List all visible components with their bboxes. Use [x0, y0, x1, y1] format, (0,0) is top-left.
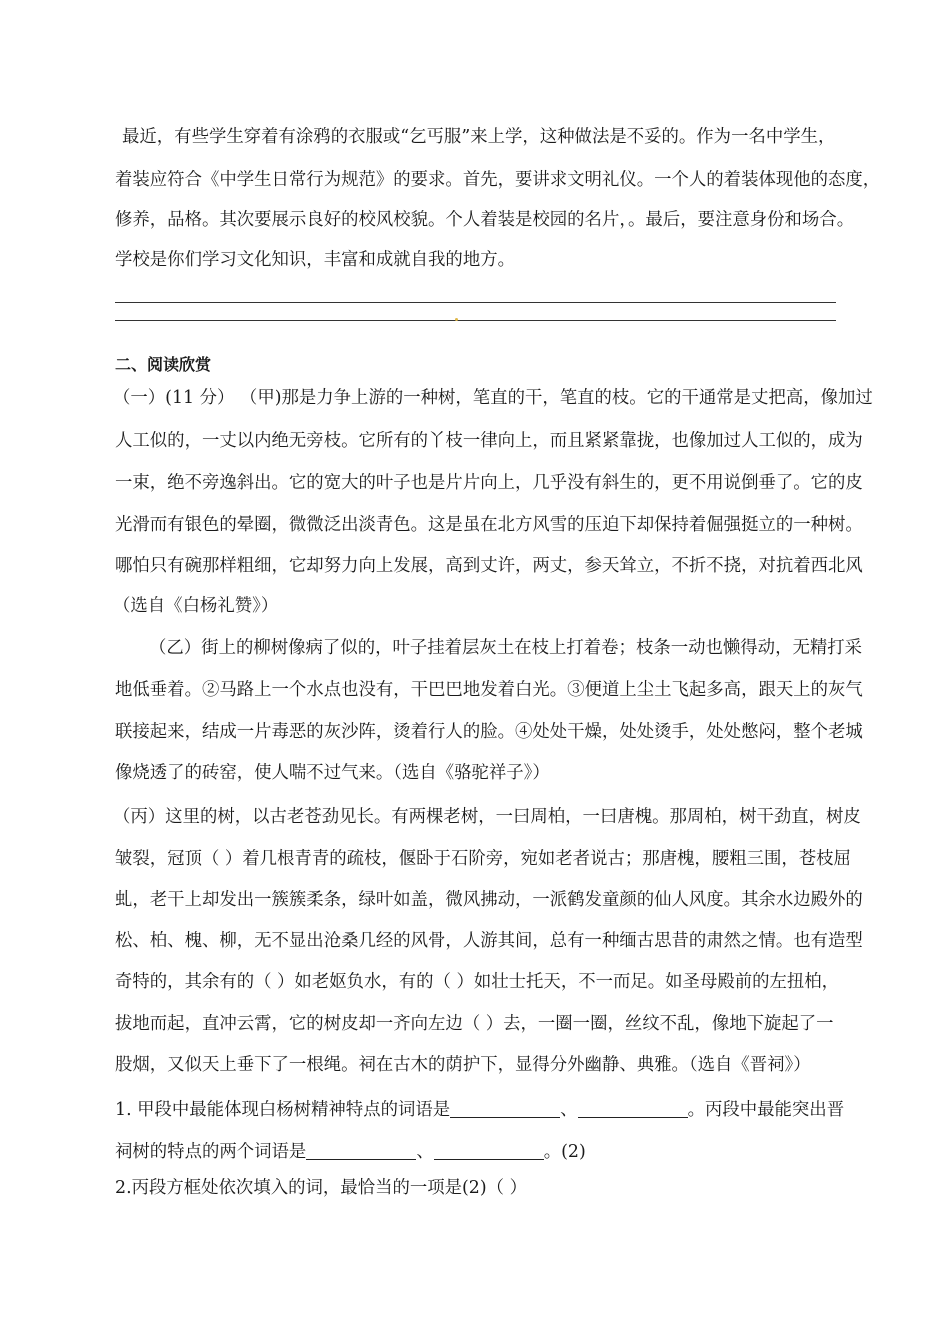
answer-blank-3[interactable] — [306, 1141, 416, 1160]
passage-bing-line-5: 奇特的，其余有的（ ）如老妪负水，有的（ ）如壮士托天，不一而足。如圣母殿前的左扭柏， — [115, 972, 840, 992]
passage-bing-line-7: 股烟，又似天上垂下了一根绳。祠在古木的荫护下，显得分外幽静、典雅。（选自《晋祠》） — [115, 1055, 811, 1075]
passage-yi-line-1: （乙）街上的柳树像病了似的，叶子挂着层灰土在枝上打着卷；枝条一动也懒得动，无精打采 — [149, 638, 863, 658]
question-1-text-c: 祠树的特点的两个词语是 — [115, 1142, 307, 1162]
passage-bing-line-6: 拔地而起，直冲云霄，它的树皮却一齐向左边（ ）去，一圈一圈，丝纹不乱，像地下旋起了一 — [115, 1014, 834, 1034]
question-1-separator: 、 — [560, 1100, 578, 1120]
passage-bing-line-3: 虬，老干上却发出一簇簇柔条，绿叶如盖，微风拂动，一派鹤发童颜的仙人风度。其余水边殿外的 — [115, 890, 863, 910]
passage-jia-line-2: 人工似的，一丈以内绝无旁枝。它所有的丫枝一律向上，而且紧紧靠拢，也像加过人工似的，成为 — [115, 431, 863, 451]
intro-line-1: 最近，有些学生穿着有涂鸦的衣服或“乞丐服”来上学，这种做法是不妥的。作为一名中学生， — [122, 127, 836, 147]
passage-bing-line-2: 皱裂，冠顶（ ）着几根青青的疏枝，偃卧于石阶旁，宛如老者说古；那唐槐，腰粗三围，苍枝屈 — [115, 849, 851, 869]
passage-bing-line-4: 松、柏、槐、柳，无不显出沧桑几经的风骨，人游其间，总有一种缅古思昔的肃然之情。也有造型 — [115, 931, 863, 951]
question-1-line-1 — [115, 1098, 844, 1122]
answer-blank-4[interactable] — [434, 1141, 544, 1160]
passage-jia-line-3: 一束，绝不旁逸斜出。它的宽大的叶子也是片片向上，几乎没有斜生的，更不用说倒垂了。它的皮 — [115, 473, 863, 493]
passage-yi-line-4: 像烧透了的砖窑，使人喘不过气来。（选自《骆驼祥子》） — [115, 763, 550, 783]
intro-line-3: 修养，品格。其次要展示良好的校风校貌。个人着装是校园的名片，。最后，要注意身份和场合。 — [115, 210, 855, 230]
intro-line-2: 着装应符合《中学生日常行为规范》的要求。首先，要讲求文明礼仪。一个人的着装体现他的态度， — [115, 170, 881, 190]
question-1-text-a: 1. 甲段中最能体现白杨树精神特点的词语是 — [115, 1100, 451, 1120]
section-heading: 二、阅读欣赏 — [115, 355, 212, 374]
stray-dot — [455, 318, 458, 321]
passage-yi-line-2: 地低垂着。②马路上一个水点也没有，干巴巴地发着白光。③便道上尘土飞起多高，跟天上的灰气 — [115, 680, 863, 700]
question-1-separator-2: 、 — [416, 1142, 434, 1162]
passage-jia-line-5: 哪怕只有碗那样粗细，它却努力向上发展，高到丈许，两丈，参天耸立，不折不挠，对抗着西北风 — [115, 556, 863, 576]
question-2: 2.丙段方框处依次填入的词，最恰当的一项是(2)（ ） — [115, 1178, 527, 1198]
passage-jia-line-1: （一）(11 分） （甲)那是力争上游的一种树，笔直的干，笔直的枝。它的干通常是丈把高，像加过 — [113, 388, 873, 408]
passage-yi-line-3: 联接起来，结成一片毒恶的灰沙阵，烫着行人的脸。④处处干燥，处处烫手，处处憋闷，整个老城 — [115, 722, 863, 742]
passage-jia-source: （选自《白杨礼赞》） — [113, 596, 279, 616]
answer-rule-2 — [115, 320, 836, 321]
answer-blank-2[interactable] — [578, 1099, 688, 1118]
passage-bing-line-1: （丙）这里的树，以古老苍劲见长。有两棵老树，一曰周柏，一曰唐槐。那周柏，树干劲直，树皮 — [113, 807, 861, 827]
answer-rule-1 — [115, 302, 836, 303]
answer-blank-1[interactable] — [450, 1099, 560, 1118]
passage-jia-line-4: 光滑而有银色的晕圈，微微泛出淡青色。这是虽在北方风雪的压迫下却保持着倔强挺立的一种树。 — [115, 515, 863, 535]
question-1-text-b: 。丙段中最能突出晋 — [687, 1100, 845, 1120]
question-1-line-2 — [115, 1140, 586, 1164]
question-1-text-d: 。(2) — [543, 1142, 586, 1162]
intro-line-4: 学校是你们学习文化知识，丰富和成就自我的地方。 — [115, 250, 515, 270]
